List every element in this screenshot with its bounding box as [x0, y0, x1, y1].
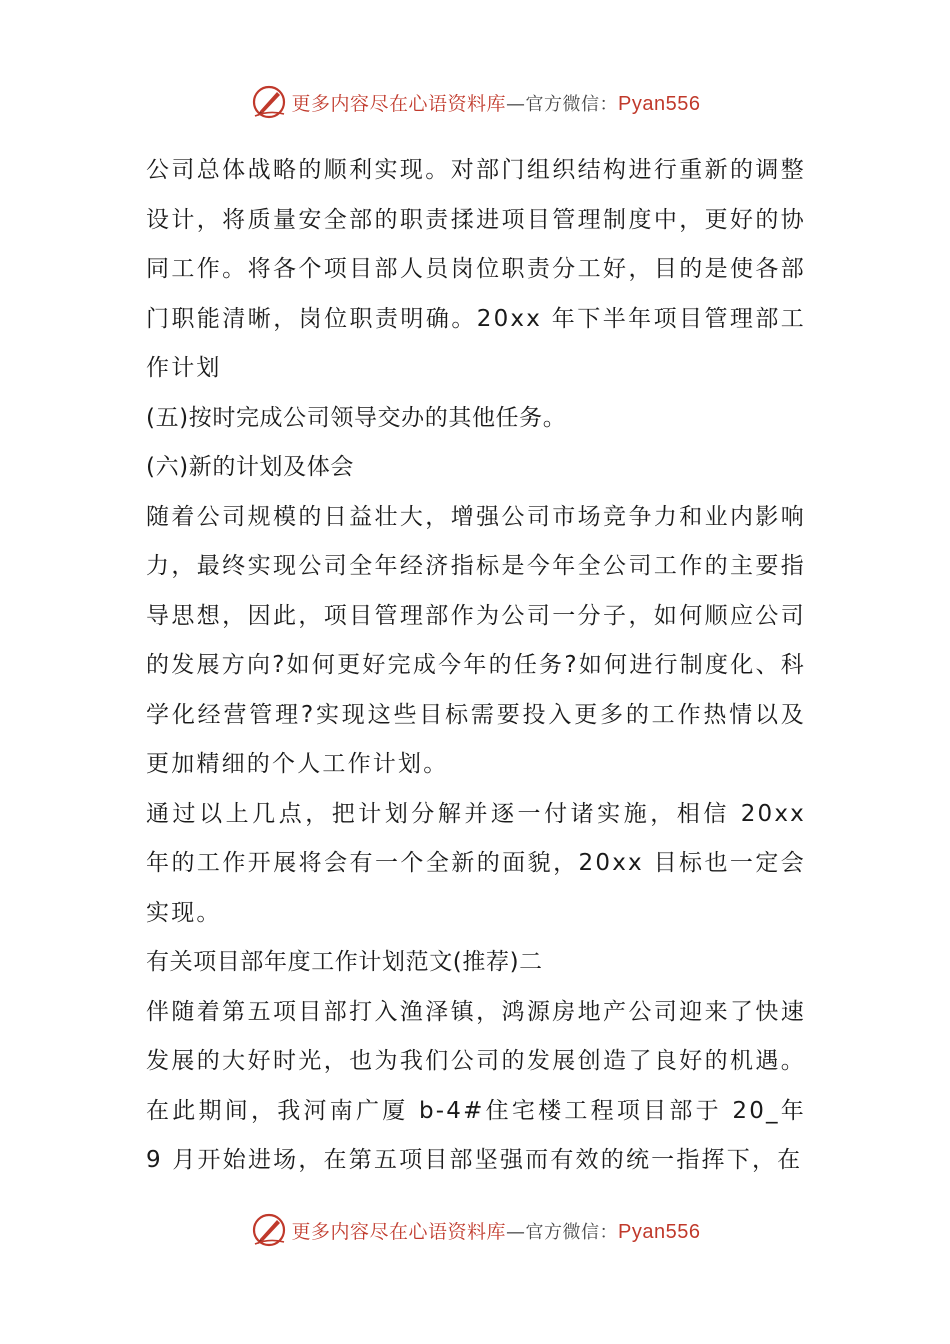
paragraph: (六)新的计划及体会 — [146, 454, 354, 480]
banner-text — [292, 89, 701, 116]
wechat-label: 官方微信： — [525, 93, 619, 115]
header-banner — [0, 82, 950, 122]
quill-pen-circle-icon — [250, 83, 288, 121]
paragraph: 通过以上几点，把计划分解并逐一付诸实施，相信 20xx 年的工作开展将会有一个全新的面貌，20xx 目标也一定会实现。 — [146, 800, 806, 926]
section-heading: 有关项目部年度工作计划范文(推荐)二 — [146, 949, 543, 975]
paragraph: (五)按时完成公司领导交办的其他任务。 — [146, 404, 567, 431]
separator: — — [506, 92, 526, 115]
wechat-id: Pyan556 — [618, 92, 701, 115]
site-text: 更多内容尽在心语资料库 — [291, 1220, 507, 1243]
paragraph: 公司总体战略的顺利实现。对部门组织结构进行重新的调整设计，将质量安全部的职责揉进项目管理制度中，更好的协同工作。将各个项目部人员岗位职责分工好，目的是使各部门职能清晰，岗位职责明确。20xx 年下半年项目管理部工作计划 — [146, 157, 806, 381]
paragraph: 伴随着第五项目部打入渔泽镇，鸿源房地产公司迎来了快速发展的大好时光，也为我们公司的发展创造了良好的机遇。在此期间，我河南广厦 b-4#住宅楼工程项目部于 20_年 9 月开始进场，在第五项目部坚强而有效的统一指挥下，在 — [146, 998, 806, 1173]
footer-banner — [0, 1210, 950, 1250]
separator: — — [506, 1220, 526, 1243]
wechat-label: 官方微信： — [525, 1221, 619, 1243]
document-body — [146, 146, 806, 1186]
site-text: 更多内容尽在心语资料库 — [291, 92, 507, 115]
quill-pen-circle-icon — [250, 1211, 288, 1249]
wechat-id: Pyan556 — [618, 1220, 701, 1243]
paragraph: 随着公司规模的日益壮大，增强公司市场竞争力和业内影响力，最终实现公司全年经济指标是今年全公司工作的主要指导思想，因此，项目管理部作为公司一分子，如何顺应公司的发展方向?如何更好完成今年的任务?如何进行制度化、科学化经营管理?实现这些目标需要投入更多的工作热情以及更加精细的个人工作计划。 — [146, 503, 806, 777]
banner-text — [292, 1217, 701, 1244]
